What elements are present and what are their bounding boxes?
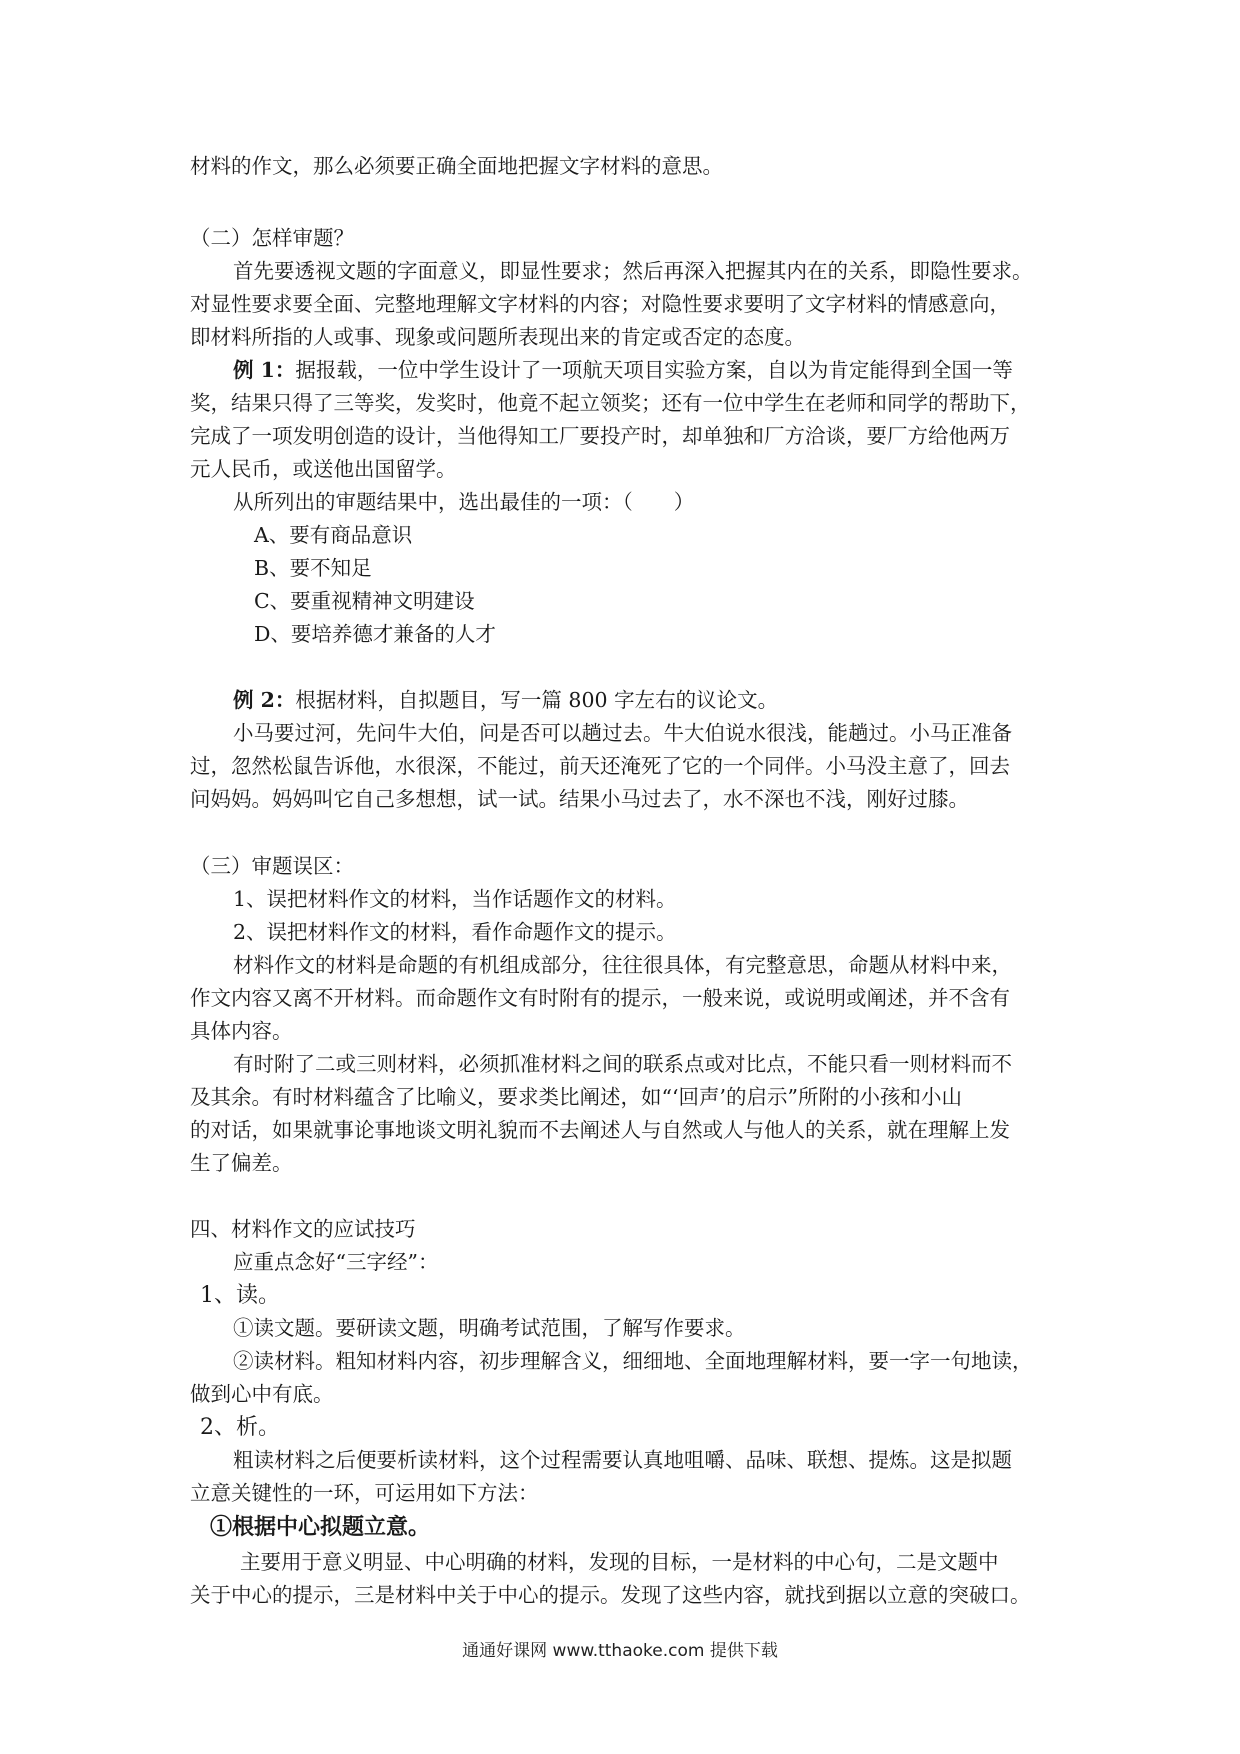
subsection-heading: 2、析。 [200, 1415, 280, 1440]
example-label: 例 1： [233, 358, 296, 382]
text-line: 有时附了二或三则材料，必须抓准材料之间的联系点或对比点，不能只看一则材料而不 [233, 1052, 1012, 1076]
text-line: ②读材料。粗知材料内容，初步理解含义，细细地、全面地理解材料，要一字一句地读， [233, 1349, 1033, 1373]
text-line: 元人民币，或送他出国留学。 [190, 457, 457, 481]
option-d: D、要培养德才兼备的人才 [254, 622, 496, 646]
text-line: 具体内容。 [190, 1019, 293, 1043]
text-line: 材料的作文，那么必须要正确全面地把握文字材料的意思。 [190, 154, 723, 178]
question-line: 从所列出的审题结果中，选出最佳的一项：（ ） [233, 490, 695, 514]
text-line: 粗读材料之后便要析读材料，这个过程需要认真地咀嚼、品味、联想、提炼。这是拟题 [233, 1448, 1012, 1472]
text-line: 及其余。有时材料蕴含了比喻义，要求类比阐述，如“‘回声’的启示”所附的小孩和小山 [190, 1085, 962, 1109]
text-line: 作文内容又离不开材料。而命题作文有时附有的提示，一般来说，或说明或阐述，并不含有 [190, 986, 1010, 1010]
text-line: 小马要过河，先问牛大伯，问是否可以趟过去。牛大伯说水很浅，能趟过。小马正准备 [233, 721, 1012, 745]
example-label: 例 2： [233, 688, 296, 712]
example-text: 根据材料，自拟题目，写一篇 800 字左右的议论文。 [295, 688, 779, 712]
example-line [233, 684, 1103, 717]
text-line: 过，忽然松鼠告诉他，水很深，不能过，前天还淹死了它的一个同伴。小马没主意了，回去 [190, 754, 1010, 778]
text-line: 完成了一项发明创造的设计，当他得知工厂要投产时，却单独和厂方洽谈，要厂方给他两万 [190, 424, 1010, 448]
text-line: 奖，结果只得了三等奖，发奖时，他竟不起立领奖；还有一位中学生在老师和同学的帮助下， [190, 391, 1031, 415]
method-heading: ①根据中心拟题立意。 [210, 1514, 431, 1540]
text-line: ①读文题。要研读文题，明确考试范围，了解写作要求。 [233, 1316, 746, 1340]
option-c: C、要重视精神文明建设 [254, 589, 475, 613]
option-a: A、要有商品意识 [254, 523, 413, 547]
text-line: 做到心中有底。 [190, 1382, 334, 1406]
list-item: 2、误把材料作文的材料，看作命题作文的提示。 [233, 920, 677, 944]
text-line: 主要用于意义明显、中心明确的材料，发现的目标，一是材料的中心句，二是文题中 [240, 1550, 999, 1574]
text-line: 关于中心的提示，三是材料中关于中心的提示。发现了这些内容，就找到据以立意的突破口。 [190, 1583, 1031, 1607]
text-line: 即材料所指的人或事、现象或问题所表现出来的肯定或否定的态度。 [190, 325, 805, 349]
text-line: 对显性要求要全面、完整地理解文字材料的内容；对隐性要求要明了文字材料的情感意向， [190, 292, 1010, 316]
text-line: 应重点念好“三字经”： [233, 1250, 439, 1274]
text-line: 问妈妈。妈妈叫它自己多想想，试一试。结果小马过去了，水不深也不浅，刚好过膝。 [190, 787, 969, 811]
text-line: 首先要透视文题的字面意义，即显性要求；然后再深入把握其内在的关系，即隐性要求。 [233, 259, 1033, 283]
example-line [233, 354, 1103, 387]
option-b: B、要不知足 [254, 556, 372, 580]
page-footer: 通通好课网 www.tthaoke.com 提供下载 [462, 1641, 778, 1661]
example-text: 据报载，一位中学生设计了一项航天项目实验方案，自以为肯定能得到全国一等 [295, 358, 1013, 382]
text-line: 材料作文的材料是命题的有机组成部分，往往很具体，有完整意思，命题从材料中来， [233, 953, 1012, 977]
text-line: 立意关键性的一环，可运用如下方法： [190, 1481, 539, 1505]
subsection-heading: 1、读。 [200, 1283, 280, 1308]
text-line: 的对话，如果就事论事地谈文明礼貌而不去阐述人与自然或人与他人的关系，就在理解上发 [190, 1118, 1010, 1142]
list-item: 1、误把材料作文的材料，当作话题作文的材料。 [233, 887, 677, 911]
text-line: 生了偏差。 [190, 1151, 293, 1175]
section-heading: （三）审题误区： [190, 854, 354, 878]
section-heading: （二）怎样审题？ [190, 226, 354, 250]
section-heading: 四、材料作文的应试技巧 [190, 1217, 416, 1241]
